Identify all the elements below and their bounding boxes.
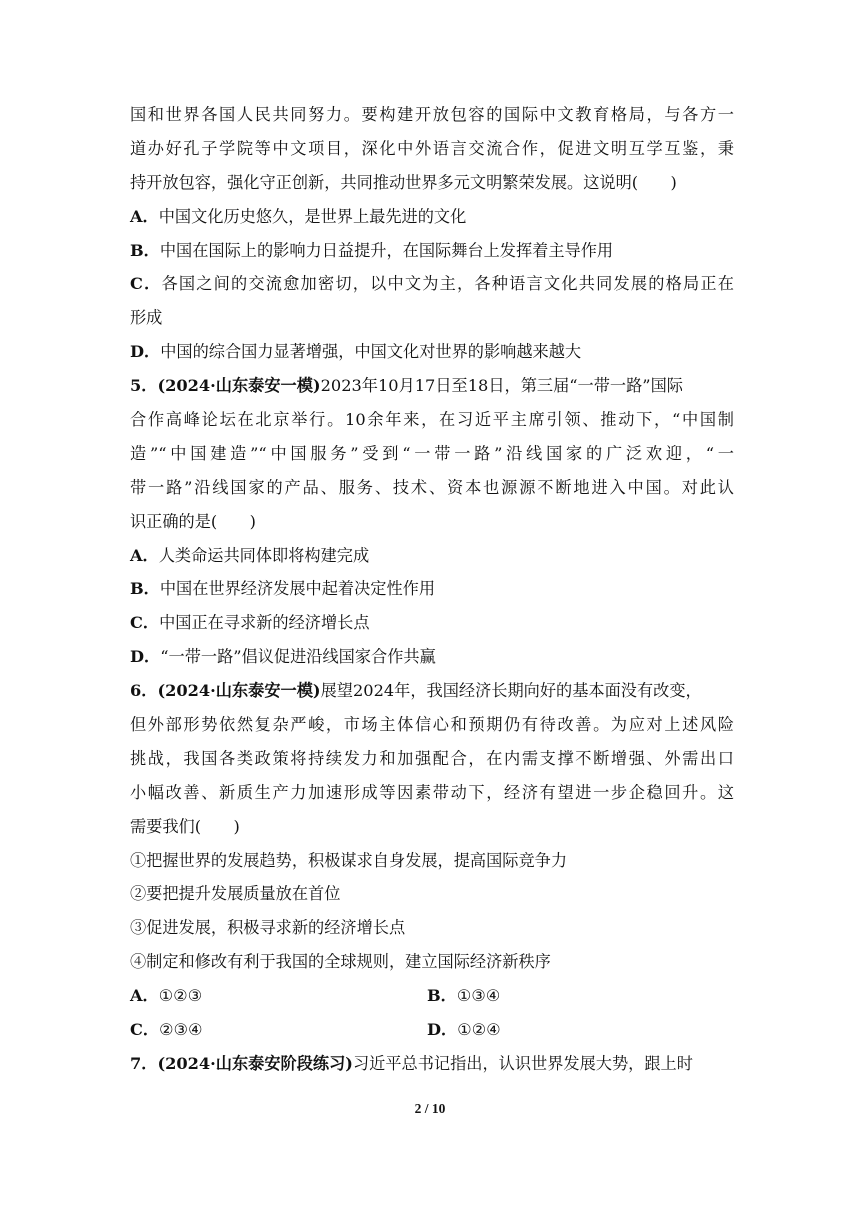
question-4-option-c-cont: 形成	[130, 308, 163, 328]
question-4-option-d: D．中国的综合国力显著增强，中国文化对世界的影响越来越大	[130, 342, 582, 362]
question-6-line: 挑战，我国各类政策将持续发力和加强配合，在内需支撑不断增强、外需出口	[130, 748, 734, 768]
question-4-option-b: B．中国在国际上的影响力日益提升，在国际舞台上发挥着主导作用	[130, 240, 614, 260]
question-source: (2024·山东泰安一模)	[157, 681, 321, 701]
question-6-statement: ①把握世界的发展趋势，积极谋求自身发展，提高国际竞争力	[130, 850, 568, 870]
question-number: 5．	[130, 376, 158, 396]
question-5-line: 识正确的是( )	[130, 511, 256, 531]
question-number: 6．	[130, 681, 158, 701]
question-5	[130, 369, 734, 674]
question-4-line: 国和世界各国人民共同努力。要构建开放包容的国际中文教育格局，与各方一	[130, 105, 734, 124]
question-6-options-row	[130, 979, 734, 1013]
question-5-option-b: B．中国在世界经济发展中起着决定性作用	[130, 579, 436, 599]
question-number: 7．	[130, 1053, 158, 1073]
question-4-option-c: C．各国之间的交流愈加密切，以中文为主，各种语言文化共同发展的格局正在	[130, 274, 734, 294]
question-4-line: 道办好孔子学院等中文项目，深化中外语言交流合作，促进文明互学互鉴，秉	[130, 138, 734, 158]
question-6-statement: ②要把提升发展质量放在首位	[130, 884, 341, 904]
question-4	[130, 98, 734, 369]
question-6-line: 小幅改善、新质生产力加速形成等因素带动下，经济有望进一步企稳回升。这	[130, 782, 734, 802]
page-number: 2 / 10	[414, 1101, 446, 1116]
question-6-option-b: B．①③④	[427, 986, 501, 1006]
question-6-stem-first: 6．(2024·山东泰安一模)展望2024年，我国经济长期向好的基本面没有改变，	[130, 681, 702, 701]
question-5-stem-first: 5．(2024·山东泰安一模)2023年10月17日至18日，第三届“一带一路”国际	[130, 376, 683, 396]
question-7-stem-first: 7．(2024·山东泰安阶段练习)习近平总书记指出，认识世界发展大势，跟上时	[130, 1053, 693, 1073]
question-6-line: 需要我们( )	[130, 816, 240, 836]
question-5-line: 带一路”沿线国家的产品、服务、技术、资本也源源不断地进入中国。对此认	[130, 477, 734, 497]
question-5-line: 造”“中国建造”“中国服务”受到“一带一路”沿线国家的广泛欢迎，“一	[130, 443, 734, 463]
question-5-option-a: A．人类命运共同体即将构建完成	[130, 545, 370, 565]
question-4-option-a: A．中国文化历史悠久，是世界上最先进的文化	[130, 206, 467, 226]
question-4-line: 持开放包容，强化守正创新，共同推动世界多元文明繁荣发展。这说明( )	[130, 172, 677, 192]
question-7	[130, 1047, 734, 1081]
question-5-line: 合作高峰论坛在北京举行。10余年来，在习近平主席引领、推动下，“中国制	[130, 410, 734, 430]
question-6	[130, 674, 734, 1047]
question-6-statement: ④制定和修改有利于我国的全球规则，建立国际经济新秩序	[130, 952, 551, 972]
question-6-line: 但外部形势依然复杂严峻，市场主体信心和预期仍有待改善。为应对上述风险	[130, 715, 734, 735]
question-6-option-d: D．①②④	[427, 1020, 501, 1040]
page-content	[130, 98, 734, 1081]
question-6-statement: ③促进发展，积极寻求新的经济增长点	[130, 918, 406, 938]
question-6-option-a: A．①②③	[130, 986, 203, 1006]
question-5-option-c: C．中国正在寻求新的经济增长点	[130, 613, 370, 633]
question-6-option-c: C．②③④	[130, 1020, 203, 1040]
question-source: (2024·山东泰安一模)	[157, 376, 321, 396]
question-source: (2024·山东泰安阶段练习)	[157, 1053, 353, 1073]
question-6-options-row	[130, 1013, 734, 1047]
question-5-option-d: D．“一带一路”倡议促进沿线国家合作共赢	[130, 647, 436, 667]
